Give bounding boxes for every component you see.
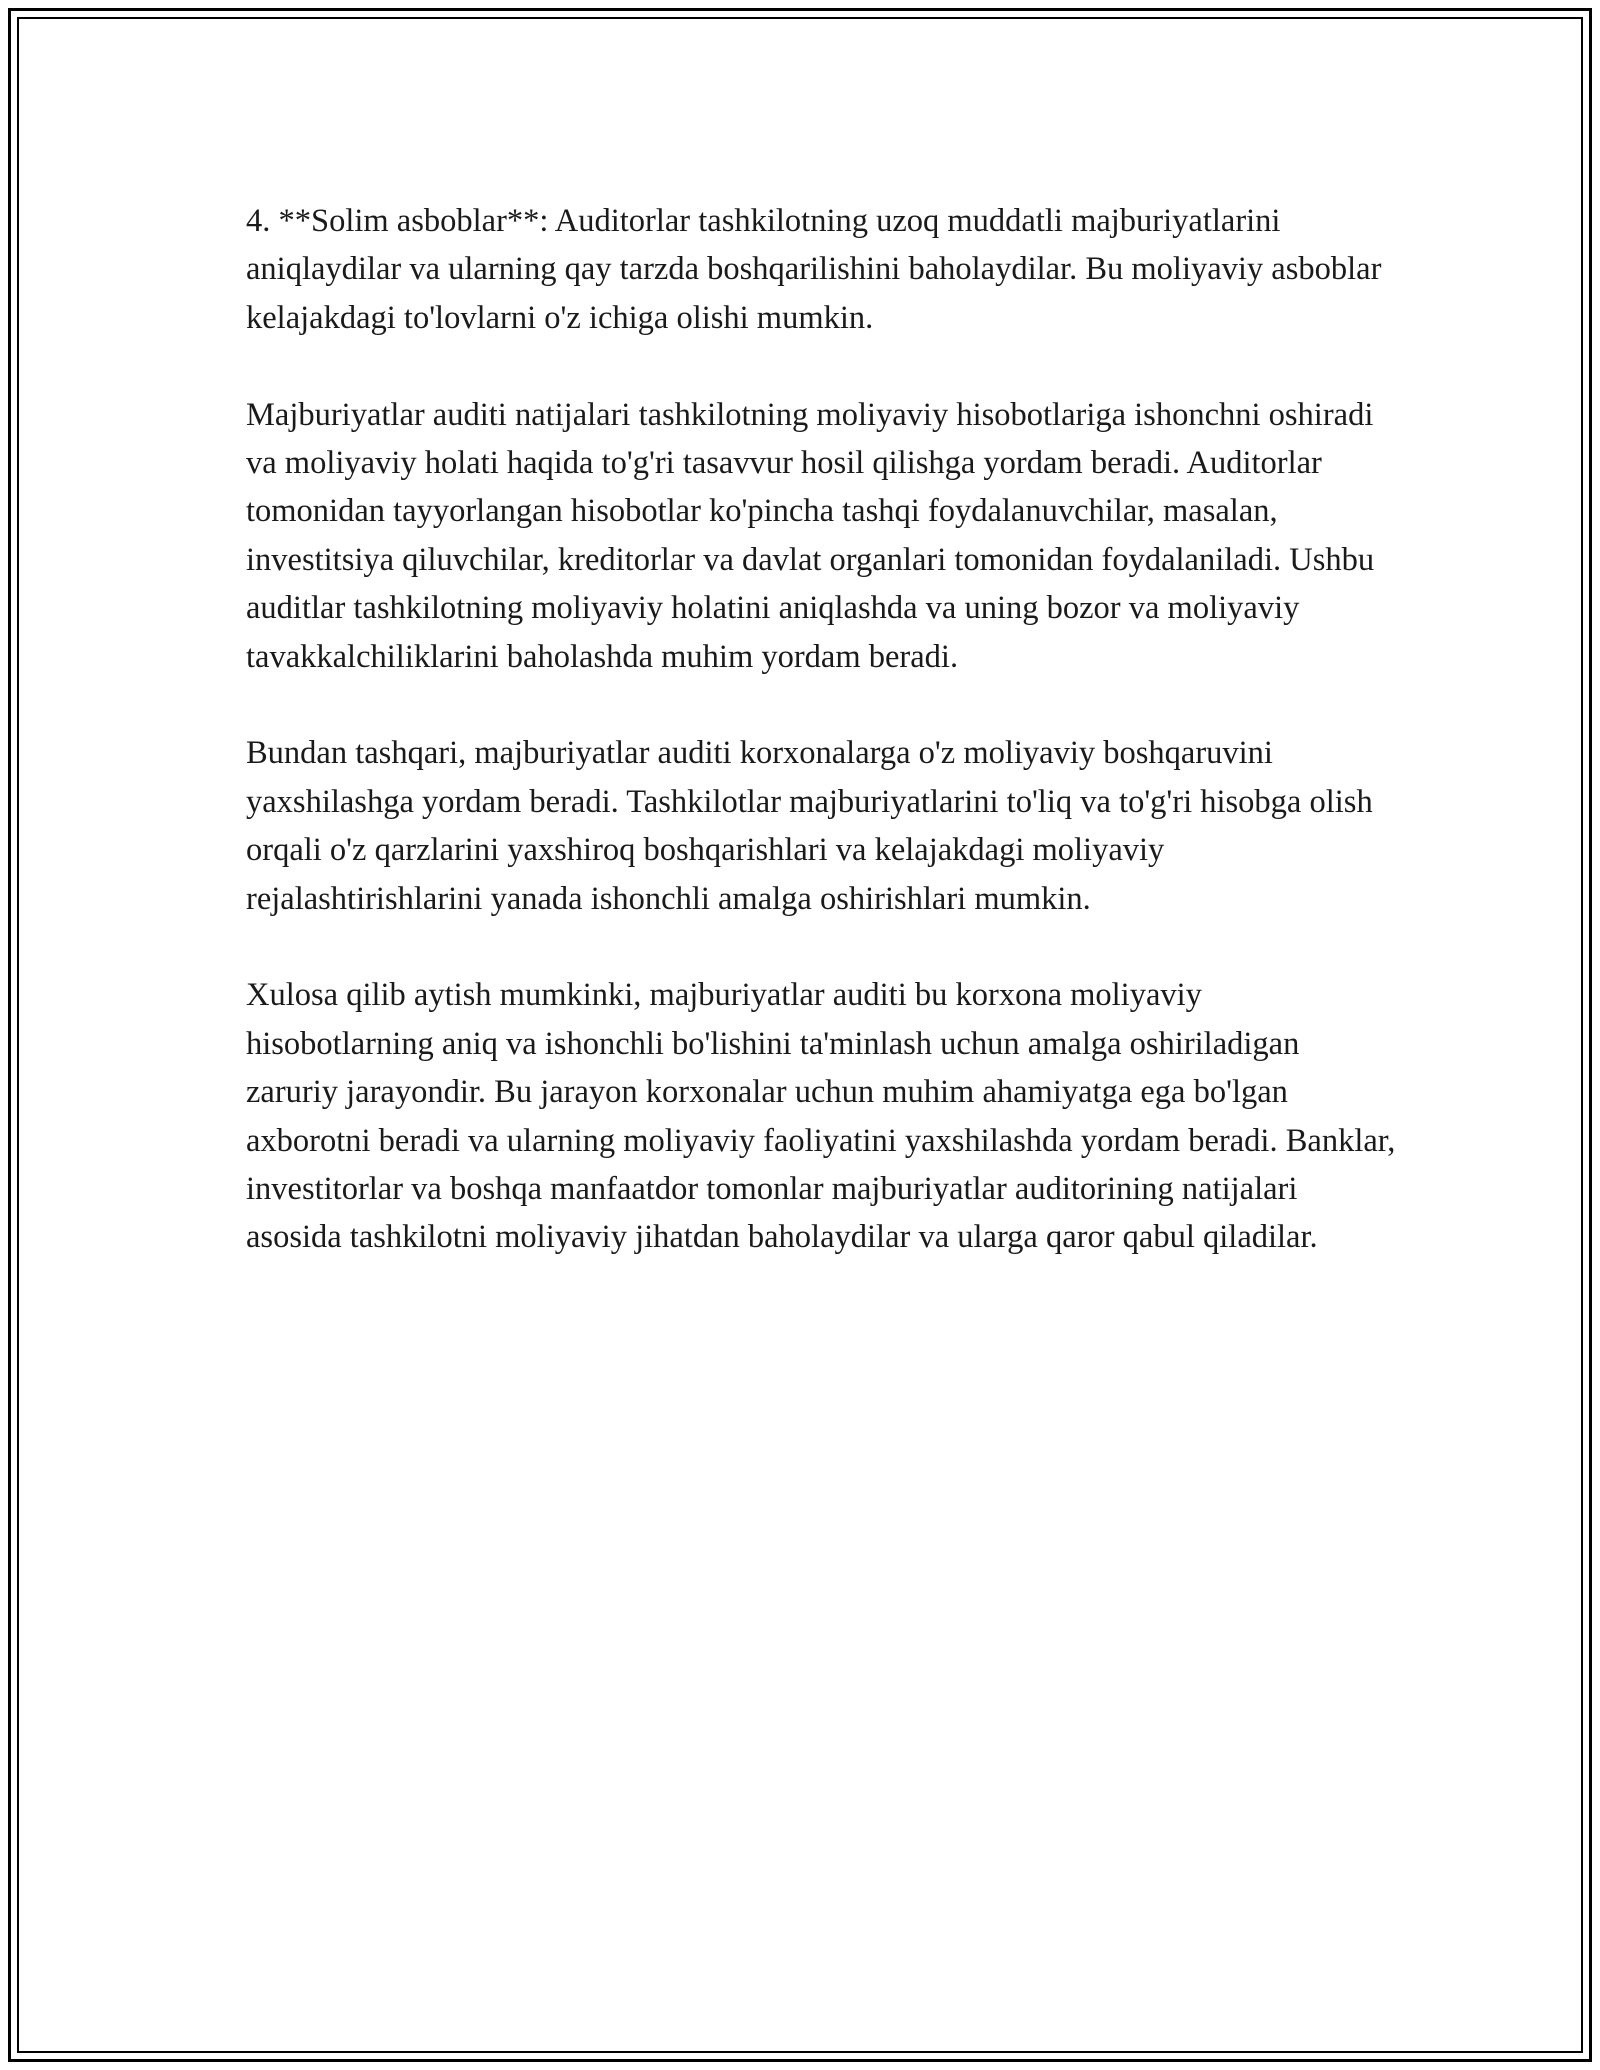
- paragraph-audit-results: Majburiyatlar auditi natijalari tashkilotning moliyaviy hisobotlariga ishonchni oshiradi va moliyaviy holati haqida to'g'ri tasavvur hosil qilishga yordam beradi. Auditorlar tomonidan tayyorlangan hisobotlar ko'pincha tashqi foydalanuvchilar, masalan, investitsiya qiluvchilar, kreditorlar va davlat organlari tomonidan foydalaniladi. Ushbu auditlar tashkilotning moliyaviy holatini aniqlashda va uning bozor va moliyaviy tavakkalchiliklarini baholashda muhim yordam beradi.: [246, 396, 1375, 675]
- document-page: [8, 8, 1592, 2062]
- document-body: [246, 197, 1396, 1310]
- paragraph-solim-asboblar: 4. **Solim asboblar**: Auditorlar tashkilotning uzoq muddatli majburiyatlarini aniqlaydilar va ularning qay tarzda boshqarilishini baholaydilar. Bu moliyaviy asboblar kelajakdagi to'lovlarni o'z ichiga olishi mumkin.: [246, 203, 1382, 336]
- paragraph-financial-management: Bundan tashqari, majburiyatlar auditi korxonalarga o'z moliyaviy boshqaruvini yaxshilashga yordam beradi. Tashkilotlar majburiyatlarini to'liq va to'g'ri hisobga olish orqali o'z qarzlarini yaxshiroq boshqarishlari va kelajakdagi moliyaviy rejalashtirishlarini yanada ishonchli amalga oshirishlari mumkin.: [246, 735, 1373, 917]
- paragraph-conclusion: Xulosa qilib aytish mumkinki, majburiyatlar auditi bu korxona moliyaviy hisobotlarning aniq va ishonchli bo'lishini ta'minlash uchun amalga oshiriladigan zaruriy jarayondir. Bu jarayon korxonalar uchun muhim ahamiyatga ega bo'lgan axborotni beradi va ularning moliyaviy faoliyatini yaxshilashda yordam beradi. Banklar, investitorlar va boshqa manfaatdor tomonlar majburiyatlar auditorining natijalari asosida tashkilotni moliyaviy jihatdan baholaydilar va ularga qaror qabul qiladilar.: [246, 977, 1396, 1256]
